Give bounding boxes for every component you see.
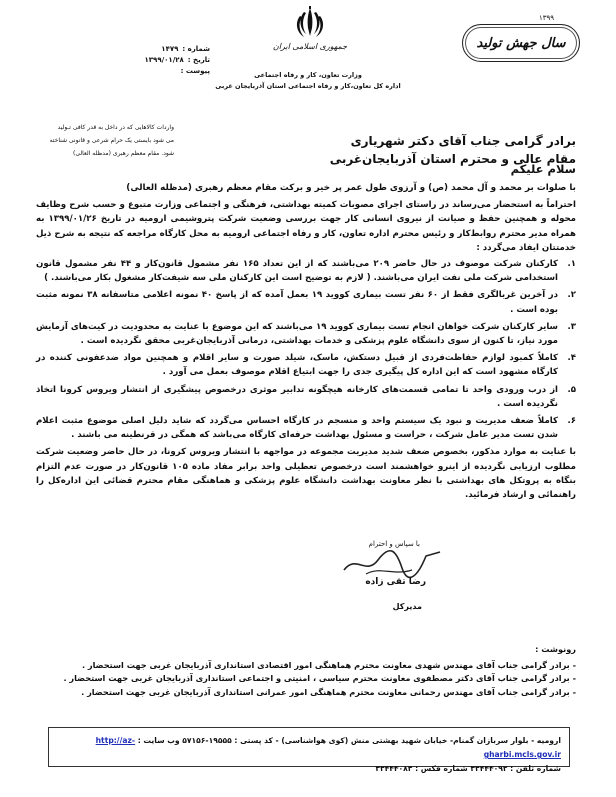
list-item [36,383,576,411]
signature-greeting: با سپاس و احترام [368,540,420,548]
list-item [36,320,576,348]
cc-item: - برادر گرامی جناب آقای مهندس شهدی معاونت محترم هماهنگی امور اقتصادی استانداری آذربایجان غربی جهت استحضار . [81,659,576,670]
ref-label: تاریخ : [187,56,210,64]
findings-list [36,257,576,442]
footer-phones: شماره تلفن : ۳۳۴۴۴۰۹۲ شماره فکس : ۳۳۴۴۴۰۸۳ [375,764,561,773]
item-number: ۴. [567,353,576,364]
footer-contact-box [48,727,570,773]
item-number: ۲. [567,290,576,301]
handwritten-signature-icon [336,546,446,580]
item-text: در آخرین غربالگری فقط از ۶۰ نفر تست بیماری کووید ۱۹ بعمل آمده که از پاسخ ۴۰ نمونه اعلامی متاسفانه ۳۸ نمونه مثبت بوده است . [36,290,558,315]
list-item [36,414,576,442]
closing-paragraph: با عنایت به موارد مذکور، بخصوص ضعف شدید مدیریت مجموعه در مواجهه با انتشار ویروس کرونا، در حال حاضر وضعیت شرکت مطلوب ارزیابی نگردیده از اینرو خواهشمند است درخصوص تعطیلی واحد برابر مفاد ماده ۱۰۵ قانون‌کار در صورت عدم التزام بنگاه به پروتکل های بهداشتی با نظر معاونت بهداشت دانشگاه علوم پزشکی و هماهنگی مقام محترم قضائی این اداره‌کل را راهنمائی و ارشاد فرمائید. [36,447,576,501]
item-number: ۱. [567,259,576,270]
note-line: شود. مقام معظم رهبری (مدظله العالی) [72,150,174,157]
footer-address: ارومیه - بلوار سربازان گمنام- خیابان شهید بهشتی منش (کوی هواشناسی) - کد پستی : ۱۹۵۵۵-۵۷۱۵۶ وب سایت : [137,736,561,745]
note-line: واردات کالاهایی که در داخل به قدر کافی تـولید [57,124,174,131]
letter-body [36,181,576,504]
item-number: ۵. [567,384,576,395]
list-item [36,257,576,285]
salawat-line: با صلوات بر محمد و آل محمد (ص) و آرزوی طول عمر پر خیر و برکت مقام معظم رهبری (مدظله العالی) [126,183,576,193]
list-item [36,351,576,379]
list-item [36,288,576,316]
addressee-line: مقام عالی و محترم استان آذربایجان‌غربی [329,152,576,166]
year-slogan-stamp [462,14,580,68]
item-text: سایر کارکنان شرکت خواهان انجام تست بیماری کووید ۱۹ می‌باشند که این موضوع با عنایت به محدودیت در کیت‌های آزمایش مورد نیاز، تا کنون از سوی دانشگاه علوم پزشکی و خدمات بهداشتی، درمانی آذربایجان‌غربی محقق نگردیده است . [36,321,558,347]
ref-number-row [100,44,210,55]
stamp-year: ۱۳۹۹ [538,14,554,22]
ref-value: ۱۴۷۹ [161,45,179,53]
emblem-title: جمهوری اسلامی ایران [272,42,348,51]
item-text: کاملاً کمبود لوازم حفاظت‌فردی از قبیل دستکش، ماسک، شیلد صورت و سایر اقلام و همچنین مواد ضدعفونی کننده در کارگاه مشهود است که این اداره کل پیگیری جدی را جهت ابتیاع اقلام موصوف بعمل می آورد . [36,353,558,378]
ministry-line: وزارت تعاون، کار و رفاه اجتماعی [254,71,362,79]
ministry-line: اداره کل تعاون،کار و رفاه اجتماعی استان آذربایجان غربی [215,82,401,90]
stamp-text: سال جهش تولید [462,24,580,62]
cc-item: - برادر گرامی جناب آقای مهندس رحمانی معاونت محترم هماهنگی امور عمرانی استانداری آذربایجان غربی جهت استحضار . [81,686,576,697]
leader-quote-note [24,121,174,160]
signatory-title: مدیرکل [392,602,422,611]
item-number: ۳. [567,321,576,332]
cc-list [36,643,576,699]
footer-address-line [57,734,561,762]
item-number: ۶. [567,416,576,427]
ref-label: پیوست : [180,67,210,75]
website-link[interactable]: http://az-gharbi.mcls.gov.ir [95,736,561,759]
greeting: سلام علیکم [510,162,576,176]
intro-paragraph: احتراماً به استحضار می‌رساند در راستای اجرای مصوبات کمیته بهداشتی، فرهنگی و اجتماعی وزارت متبوع و حسب شرح وظایف محوله و همچنین حفظ و صیانت از نیروی انسانی کار جهت بررسی وضعیت شرکت پتروشیمی ارومیه در تاریخ ۱۳۹۹/۰۱/۲۶ به همراه مدیر محترم روابط‌کار و رئیس محترم اداره تعاون، کار و رفاه اجتماعی ارومیه به محل کارگاه مراجعه که نتیجه به شرح ذیل خدمتتان ایفاد می‌گردد : [36,200,576,253]
cc-title: رونوشت : [535,644,576,654]
ministry-name [200,70,416,92]
ref-attachment-row [100,66,210,77]
note-line: می شود بایستی یک حرام شرعی و قانونی شناخته [49,137,174,144]
cc-item: - برادر گرامی جناب آقای دکتر مصطفوی معاونت محترم سیاسی ، امنیتی و اجتماعی استانداری آذربایجان غربی جهت استحضار . [63,673,576,684]
signatory-name: رضا تقی زاده [365,577,426,587]
item-text: از درب ورودی واحد تا تمامی قسمت‌های کارخانه هیچگونه تدابیر موثری درخصوص پیشگیری از انتشار ویروس کرونا اتخاذ نگردیده است . [36,384,558,409]
ref-value: ۱۳۹۹/۰۱/۲۸ [144,56,184,64]
iran-emblem-icon [295,6,325,40]
item-text: کارکنان شرکت موصوف در حال حاضر ۲۰۹ می‌باشند که از این تعداد ۱۶۵ نفر مشمول قانون‌کار و ۴۴ نفر مشمول قانون استخدامی شرکت ملی نفت ایران می‌باشند. ( لازم به توضیح است این کارکنان ملی سه شیفت‌کار مشغول بکار می‌باشند. ) [36,259,558,284]
letterhead-emblem [272,6,348,51]
addressee-line: برادر گرامی جناب آقای دکتر شهریاری [350,134,576,148]
ref-date-row [100,55,210,66]
item-text: کاملاً ضعف مدیریت و نبود یک سیستم واحد و منسجم در کارگاه احساس می‌گردد که شاید دلیل اصلی موضوع مثبت اعلام شدن تست مدیر عامل شرکت ، حراست و مسئول بهداشت حرفه‌ای کارگاه می‌باشد که همگی در قرنطینه می باشند . [36,416,558,441]
reference-block [100,44,210,77]
ref-label: شماره : [182,45,210,53]
